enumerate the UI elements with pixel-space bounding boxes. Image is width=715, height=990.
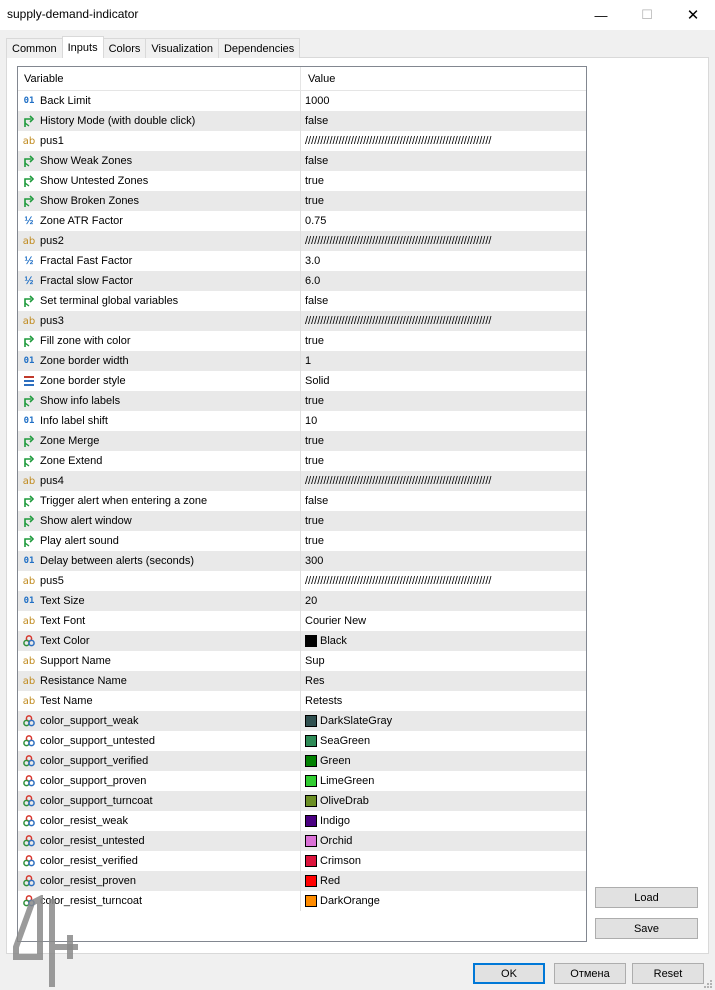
value-text: Crimson	[320, 855, 361, 867]
table-row[interactable]	[18, 211, 586, 231]
table-row[interactable]	[18, 631, 586, 651]
variable-name: Delay between alerts (seconds)	[40, 555, 195, 567]
save-button[interactable]: Save	[595, 918, 698, 939]
color-icon	[22, 634, 36, 648]
bool-icon	[22, 294, 36, 308]
table-row[interactable]	[18, 831, 586, 851]
string-icon: ab	[22, 675, 36, 687]
table-row[interactable]	[18, 691, 586, 711]
value-text: Solid	[305, 375, 330, 387]
value-cell[interactable]	[301, 811, 586, 831]
table-row[interactable]	[18, 791, 586, 811]
value-cell[interactable]	[301, 91, 586, 111]
value-text: Res	[305, 675, 325, 687]
value-cell[interactable]	[301, 311, 586, 331]
value-text: true	[305, 395, 324, 407]
bool-icon	[22, 534, 36, 548]
variable-cell	[18, 591, 301, 611]
value-cell[interactable]	[301, 171, 586, 191]
variable-name: Fill zone with color	[40, 335, 131, 347]
table-row[interactable]	[18, 571, 586, 591]
value-cell[interactable]	[301, 291, 586, 311]
variable-cell	[18, 611, 301, 631]
string-icon: ab	[22, 575, 36, 587]
tab-dependencies[interactable]: Dependencies	[218, 38, 300, 58]
variable-cell	[18, 451, 301, 471]
variable-name: Zone border style	[40, 375, 126, 387]
value-cell[interactable]	[301, 391, 586, 411]
variable-name: Show info labels	[40, 395, 121, 407]
int-icon: 01	[23, 596, 35, 606]
tab-colors[interactable]: Colors	[103, 38, 147, 58]
variable-cell	[18, 751, 301, 771]
value-text: true	[305, 335, 324, 347]
color-swatch	[305, 755, 317, 767]
color-swatch	[305, 815, 317, 827]
variable-name: color_support_verified	[40, 755, 149, 767]
color-icon	[22, 814, 36, 828]
value-text: Courier New	[305, 615, 367, 627]
double-icon: ½	[24, 275, 34, 287]
table-row[interactable]	[18, 811, 586, 831]
variable-name: Text Color	[40, 635, 90, 647]
value-text: Indigo	[320, 815, 350, 827]
variable-name: Text Size	[40, 595, 85, 607]
bool-icon	[22, 334, 36, 348]
variable-cell	[18, 691, 301, 711]
value-cell[interactable]	[301, 591, 586, 611]
table-row[interactable]	[18, 91, 586, 111]
value-cell[interactable]	[301, 851, 586, 871]
color-swatch	[305, 735, 317, 747]
variable-cell	[18, 391, 301, 411]
variable-name: pus5	[40, 575, 64, 587]
value-cell[interactable]	[301, 871, 586, 891]
int-icon: 01	[23, 556, 35, 566]
table-row[interactable]	[18, 751, 586, 771]
variable-name: Fractal Fast Factor	[40, 255, 133, 267]
value-text: /////////////////////////////////////////////////////////////	[305, 575, 492, 587]
table-row[interactable]	[18, 611, 586, 631]
value-text: 300	[305, 555, 324, 567]
color-swatch	[305, 715, 317, 727]
bool-icon	[22, 434, 36, 448]
variable-cell	[18, 711, 301, 731]
value-text: Orchid	[320, 835, 353, 847]
color-icon	[22, 874, 36, 888]
table-row[interactable]	[18, 871, 586, 891]
variable-name: pus3	[40, 315, 64, 327]
variable-cell	[18, 371, 301, 391]
color-swatch	[305, 795, 317, 807]
variable-cell	[18, 731, 301, 751]
table-row[interactable]	[18, 331, 586, 351]
value-text: /////////////////////////////////////////////////////////////	[305, 475, 492, 487]
value-cell[interactable]	[301, 131, 586, 151]
variable-cell	[18, 791, 301, 811]
logo-icon	[12, 895, 86, 990]
table-row[interactable]	[18, 471, 586, 491]
bool-icon	[22, 494, 36, 508]
variable-cell	[18, 231, 301, 251]
value-cell[interactable]	[301, 831, 586, 851]
bool-icon	[22, 514, 36, 528]
variable-name: pus4	[40, 475, 64, 487]
color-swatch	[305, 855, 317, 867]
value-text: false	[305, 495, 329, 507]
tab-bar	[6, 36, 299, 58]
value-cell[interactable]	[301, 571, 586, 591]
variable-name: History Mode (with double click)	[40, 115, 196, 127]
maximize-button[interactable]: ☐	[641, 7, 653, 22]
table-row[interactable]	[18, 251, 586, 271]
string-icon: ab	[22, 315, 36, 327]
variable-cell	[18, 91, 301, 111]
table-row[interactable]	[18, 131, 586, 151]
table-row[interactable]	[18, 511, 586, 531]
value-text: false	[305, 295, 329, 307]
color-icon	[22, 774, 36, 788]
string-icon: ab	[22, 135, 36, 147]
value-text: Retests	[305, 695, 343, 707]
color-icon	[22, 794, 36, 808]
variable-cell	[18, 131, 301, 151]
color-swatch	[305, 635, 317, 647]
variable-cell	[18, 571, 301, 591]
variable-name: color_support_turncoat	[40, 795, 153, 807]
ok-button[interactable]: OK	[473, 963, 545, 984]
value-text: Red	[320, 875, 341, 887]
variable-name: Test Name	[40, 695, 93, 707]
column-header-value[interactable]: Value	[308, 73, 336, 85]
table-row[interactable]	[18, 431, 586, 451]
color-swatch	[305, 875, 317, 887]
value-text: 1	[305, 355, 312, 367]
tab-inputs[interactable]: Inputs	[62, 36, 104, 58]
value-cell[interactable]	[301, 471, 586, 491]
table-row[interactable]	[18, 171, 586, 191]
value-cell[interactable]	[301, 771, 586, 791]
variable-name: Show alert window	[40, 515, 132, 527]
value-cell[interactable]	[301, 331, 586, 351]
table-row[interactable]	[18, 651, 586, 671]
value-text: SeaGreen	[320, 735, 371, 747]
table-row[interactable]	[18, 311, 586, 331]
variable-name: Show Untested Zones	[40, 175, 149, 187]
variable-name: color_resist_untested	[40, 835, 145, 847]
bool-icon	[22, 394, 36, 408]
value-text: DarkOrange	[320, 895, 380, 907]
table-row[interactable]	[18, 851, 586, 871]
value-text: true	[305, 175, 324, 187]
reset-button[interactable]: Reset	[632, 963, 704, 984]
value-text: 3.0	[305, 255, 321, 267]
table-row[interactable]	[18, 891, 586, 911]
value-cell[interactable]	[301, 751, 586, 771]
bool-icon	[22, 194, 36, 208]
minimize-button[interactable]: —	[594, 7, 608, 23]
value-cell[interactable]	[301, 611, 586, 631]
variable-name: Trigger alert when entering a zone	[40, 495, 208, 507]
value-text: 20	[305, 595, 318, 607]
table-row[interactable]	[18, 351, 586, 371]
value-text: /////////////////////////////////////////////////////////////	[305, 315, 492, 327]
value-cell[interactable]	[301, 631, 586, 651]
variable-cell	[18, 191, 301, 211]
value-cell[interactable]	[301, 711, 586, 731]
value-cell[interactable]	[301, 191, 586, 211]
bool-icon	[22, 174, 36, 188]
value-cell[interactable]	[301, 451, 586, 471]
value-cell[interactable]	[301, 371, 586, 391]
title-bar	[0, 0, 715, 30]
bool-icon	[22, 114, 36, 128]
variable-cell	[18, 411, 301, 431]
variable-cell	[18, 311, 301, 331]
table-row[interactable]	[18, 551, 586, 571]
string-icon: ab	[22, 615, 36, 627]
color-icon	[22, 734, 36, 748]
variable-cell	[18, 171, 301, 191]
value-text: 0.75	[305, 215, 327, 227]
enum-icon	[22, 374, 36, 388]
variable-name: Resistance Name	[40, 675, 127, 687]
value-cell[interactable]	[301, 231, 586, 251]
variable-name: Zone Extend	[40, 455, 103, 467]
variable-cell	[18, 251, 301, 271]
variable-cell	[18, 291, 301, 311]
variable-name: color_resist_verified	[40, 855, 138, 867]
load-button[interactable]: Load	[595, 887, 698, 908]
value-cell[interactable]	[301, 691, 586, 711]
int-icon: 01	[23, 416, 35, 426]
value-text: 6.0	[305, 275, 321, 287]
table-row[interactable]	[18, 371, 586, 391]
string-icon: ab	[22, 235, 36, 247]
grid-rows	[18, 91, 586, 911]
table-row[interactable]	[18, 411, 586, 431]
table-row[interactable]	[18, 711, 586, 731]
variable-name: color_resist_weak	[40, 815, 129, 827]
value-text: /////////////////////////////////////////////////////////////	[305, 135, 492, 147]
variable-name: Text Font	[40, 615, 86, 627]
bool-icon	[22, 154, 36, 168]
double-icon: ½	[24, 255, 34, 267]
variable-name: Fractal slow Factor	[40, 275, 133, 287]
int-icon: 01	[23, 96, 35, 106]
grid-header	[18, 67, 586, 91]
variable-name: color_support_proven	[40, 775, 147, 787]
value-text: false	[305, 115, 329, 127]
value-cell[interactable]	[301, 531, 586, 551]
variable-name: color_resist_turncoat	[40, 895, 143, 907]
variable-cell	[18, 531, 301, 551]
value-cell[interactable]	[301, 551, 586, 571]
color-swatch	[305, 835, 317, 847]
string-icon: ab	[22, 475, 36, 487]
table-row[interactable]	[18, 111, 586, 131]
variable-cell	[18, 491, 301, 511]
variable-name: color_resist_proven	[40, 875, 136, 887]
value-text: Black	[320, 635, 347, 647]
bool-icon	[22, 454, 36, 468]
table-row[interactable]	[18, 451, 586, 471]
variable-name: Support Name	[40, 655, 111, 667]
variable-name: Play alert sound	[40, 535, 119, 547]
variable-name: Back Limit	[40, 95, 91, 107]
value-cell[interactable]	[301, 211, 586, 231]
value-cell[interactable]	[301, 651, 586, 671]
variable-name: Zone Merge	[40, 435, 100, 447]
string-icon: ab	[22, 695, 36, 707]
value-cell[interactable]	[301, 791, 586, 811]
variable-cell	[18, 271, 301, 291]
variable-cell	[18, 651, 301, 671]
value-text: OliveDrab	[320, 795, 369, 807]
variable-name: Info label shift	[40, 415, 108, 427]
value-cell[interactable]	[301, 351, 586, 371]
variable-name: color_support_untested	[40, 735, 155, 747]
tab-visualization[interactable]: Visualization	[145, 38, 219, 58]
variable-cell	[18, 211, 301, 231]
table-row[interactable]	[18, 191, 586, 211]
table-row[interactable]	[18, 271, 586, 291]
value-text: Green	[320, 755, 351, 767]
value-text: true	[305, 435, 324, 447]
variable-cell	[18, 831, 301, 851]
value-cell[interactable]	[301, 891, 586, 911]
value-cell[interactable]	[301, 671, 586, 691]
value-cell[interactable]	[301, 151, 586, 171]
value-text: LimeGreen	[320, 775, 375, 787]
table-row[interactable]	[18, 771, 586, 791]
color-icon	[22, 714, 36, 728]
variable-name: Show Weak Zones	[40, 155, 133, 167]
value-cell[interactable]	[301, 411, 586, 431]
table-row[interactable]	[18, 671, 586, 691]
color-icon	[22, 754, 36, 768]
value-text: DarkSlateGray	[320, 715, 393, 727]
value-cell[interactable]	[301, 511, 586, 531]
variable-cell	[18, 151, 301, 171]
value-text: true	[305, 515, 324, 527]
double-icon: ½	[24, 215, 34, 227]
variable-name: color_support_weak	[40, 715, 139, 727]
table-row[interactable]	[18, 231, 586, 251]
color-swatch	[305, 775, 317, 787]
table-row[interactable]	[18, 151, 586, 171]
window-title: supply-demand-indicator	[7, 7, 139, 21]
inputs-grid[interactable]	[17, 66, 587, 942]
table-row[interactable]	[18, 391, 586, 411]
value-text: true	[305, 455, 324, 467]
table-row[interactable]	[18, 491, 586, 511]
value-text: true	[305, 535, 324, 547]
variable-cell	[18, 351, 301, 371]
value-text: false	[305, 155, 329, 167]
close-button[interactable]: ✕	[686, 7, 700, 24]
variable-name: pus2	[40, 235, 64, 247]
color-swatch	[305, 895, 317, 907]
variable-cell	[18, 471, 301, 491]
value-cell[interactable]	[301, 491, 586, 511]
table-row[interactable]	[18, 731, 586, 751]
value-cell[interactable]	[301, 251, 586, 271]
tab-common[interactable]: Common	[6, 38, 63, 58]
variable-name: Set terminal global variables	[40, 295, 179, 307]
column-header-variable[interactable]: Variable	[18, 67, 301, 91]
table-row[interactable]	[18, 591, 586, 611]
string-icon: ab	[22, 655, 36, 667]
variable-cell	[18, 851, 301, 871]
variable-cell	[18, 331, 301, 351]
value-cell[interactable]	[301, 271, 586, 291]
value-text: Sup	[305, 655, 325, 667]
value-text: 10	[305, 415, 318, 427]
variable-cell	[18, 771, 301, 791]
variable-cell	[18, 511, 301, 531]
variable-cell	[18, 631, 301, 651]
resize-grip-icon[interactable]	[703, 979, 713, 989]
value-text: /////////////////////////////////////////////////////////////	[305, 235, 492, 247]
value-cell[interactable]	[301, 431, 586, 451]
color-icon	[22, 834, 36, 848]
variable-cell	[18, 811, 301, 831]
value-text: true	[305, 195, 324, 207]
variable-cell	[18, 871, 301, 891]
variable-cell	[18, 431, 301, 451]
variable-cell	[18, 671, 301, 691]
table-row[interactable]	[18, 291, 586, 311]
cancel-button[interactable]: Отмена	[554, 963, 626, 984]
variable-cell	[18, 551, 301, 571]
variable-cell	[18, 111, 301, 131]
int-icon: 01	[23, 356, 35, 366]
value-cell[interactable]	[301, 111, 586, 131]
variable-name: Zone border width	[40, 355, 129, 367]
variable-name: Zone ATR Factor	[40, 215, 123, 227]
variable-name: Show Broken Zones	[40, 195, 140, 207]
value-text: 1000	[305, 95, 330, 107]
value-cell[interactable]	[301, 731, 586, 751]
table-row[interactable]	[18, 531, 586, 551]
variable-name: pus1	[40, 135, 64, 147]
color-icon	[22, 854, 36, 868]
